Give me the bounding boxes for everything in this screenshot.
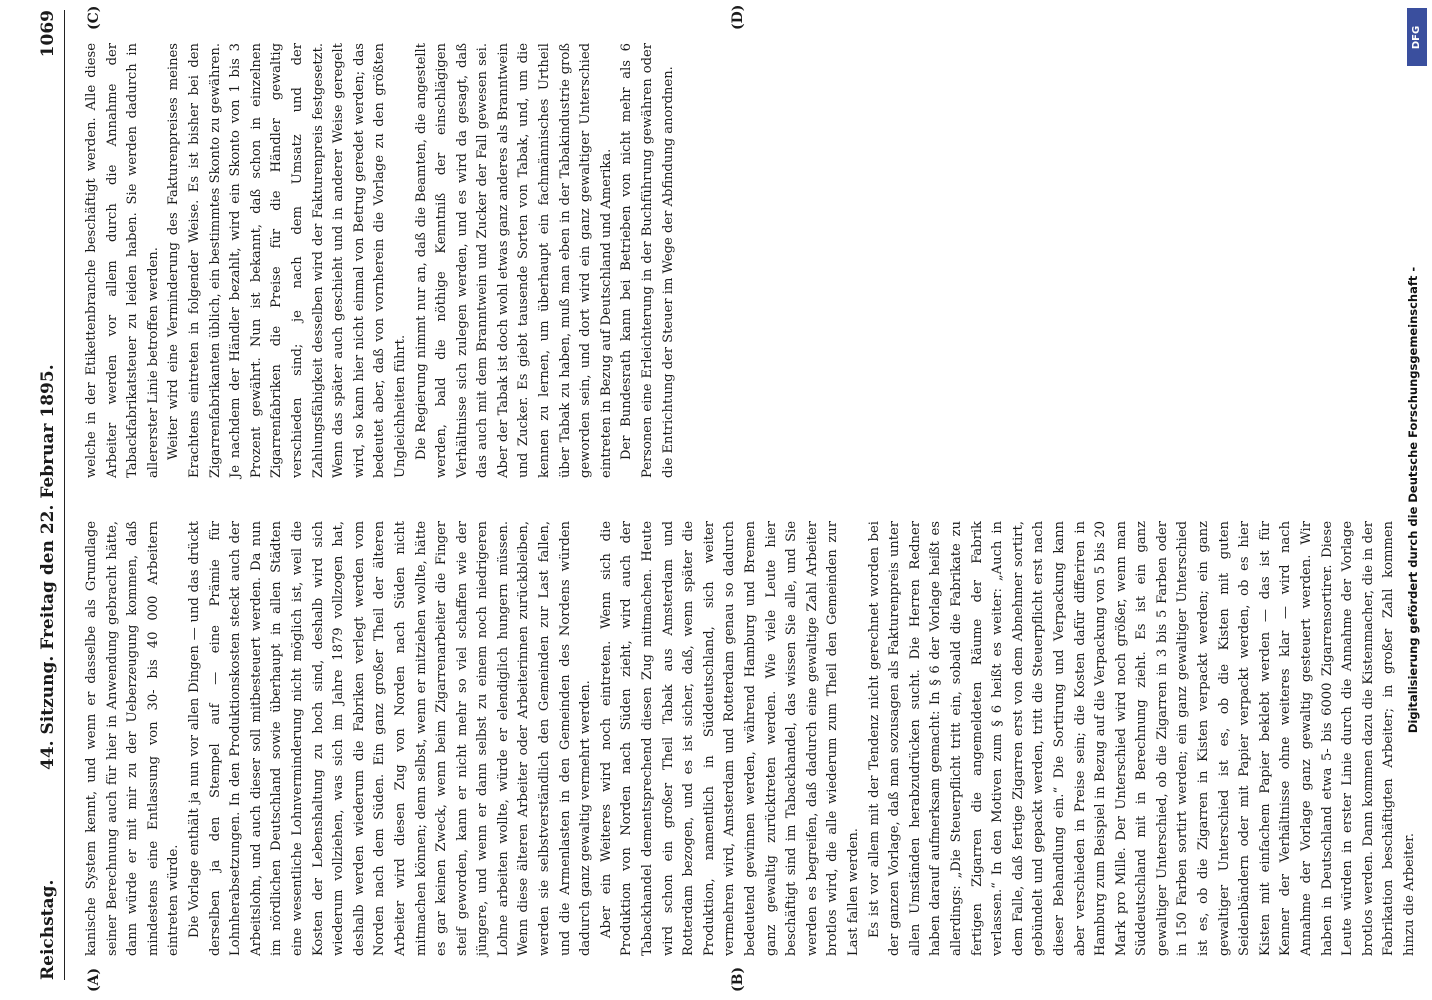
paragraph: Es ist vor allem mit der Tendenz nicht gerechnet worden bei der ganzen Vorlage, daß man sozusagen als Fakturenpreis unter allen Umständen herabzudrücken sucht. Die Herren Redner haben darauf aufmerksam gemacht: In § 6 der Vorlage heißt es allerdings: „Die Steuerpflicht tritt ein, sobald die Fabrikate zu fertigen Zigarren die angemeldeten Räume der Fabrik verlassen.“ In den Motiven zum § 6 heißt es weiter: „Auch in dem Falle, daß fertige Zigarren erst von dem Abnehmer sortirt, gebündelt und gepackt werden, tritt die Steuerpflicht erst nach dieser Behandlung ein.“ Die Sortirung und Verpackung kann aber verschieden in Preise sein; die Kosten dafür differiren in Hamburg zum Beispiel in Bezug auf die Verpackung von 5 bis 20 Mark pro Mille. Der Unterschied wird noch größer, wenn man Süddeutschland mit in Berechnung zieht. Es ist ein ganz gewaltiger Unterschied, ob die Zigarren in 3 bis 5 Farben oder in 150 Farben sortirt werden; ein ganz gewaltiger Unterschied ist es, ob die Zigarren in Kisten verpackt werden; ein ganz gewaltiger Unterschied ist es, ob die Kisten mit guten Seidenbändern oder mit Papier verpackt werden, ob es hier Kisten mit einfachem Papier beklebt werden — das ist für Kenner der Verhältnisse ohne weiteres klar — wird nach Annahme der Vorlage ganz gewaltig gesteuert werden. Wir haben in Deutschland etwa 5- bis 6000 Zigarrensortirer. Diese Leute würden in erster Linie durch die Annahme der Vorlage brotlos werden. Dann kommen dazu die Kistenmacher, die in der Fabrikation beschäftigten Arbeiter; in großer Zahl kommen hinzu die Arbeiter. bbox=[866, 521, 1417, 956]
margin-mark-c: (C) bbox=[86, 5, 102, 30]
running-header bbox=[22, 10, 65, 980]
paragraph: Der Bundesrath kann bei Betrieben von nicht mehr als 6 Personen eine Erleichterung in der Buchführung gewähren oder die Entrichtung der Steuer im Wege der Abfindung anordnen. bbox=[619, 43, 676, 478]
margin-mark-d: (D) bbox=[730, 4, 746, 30]
paragraph: Die Regierung nimmt nur an, daß die Beamten, die angestellt werden, bald die nöthige Kenntniß der einschlägigen Verhältnisse sich zulegen werden, und es wird da gesagt, daß das auch mit dem Branntwein und Zucker der Fall gewesen sei. Aber der Tabak ist doch wohl etwas ganz anderes als Branntwein und Zucker. Es giebt tausende Sorten von Tabak, und, um die kennen zu lernen, um überhaupt ein fachmännisches Urtheil über Tabak zu haben, muß man eben in der Tabakindustrie groß geworden sein, und dort wird ein ganz gewaltiger Unterschied eintreten in Bezug auf Deutschland und Amerika. bbox=[413, 43, 614, 478]
right-column bbox=[82, 43, 1372, 478]
header-center: 44. Sitzung. Freitag den 22. Februar 1895. bbox=[38, 364, 58, 770]
left-column bbox=[82, 521, 1417, 956]
paragraph: welche in der Etikettenbranche beschäftigt werden. Alle diese Arbeiter werden vor allem durch die Annahme der Tabackfabrikatsteuer zu leiden haben. Sie werden dadurch in allererster Linie betroffen werden. bbox=[84, 43, 161, 478]
header-left: Reichstag. bbox=[38, 879, 58, 980]
paragraph: Weiter wird eine Verminderung des Fakturenpreises meines Erachtens eintreten in folgender Weise. Es ist bisher bei den Zigarrenfabrikanten üblich, ein bestimmtes Skonto zu gewähren. Je nachdem der Händler bezahlt, wird ein Skonto von 1 bis 3 Prozent gewährt. Nun ist bekannt, daß schon in einzelnen Zigarrenfabriken die Preise für die Händler gewaltig verschieden sind; je nach dem Umsatz und der Zahlungsfähigkeit desselben wird der Fakturenpreis festgesetzt. Wenn das später auch geschieht und in anderer Weise geregelt wird, so kann hier nicht einmal von Betrug geredet werden; das bedeutet aber, daß von vornherein die Vorlage zu den größten Ungleichheiten führt. bbox=[166, 43, 408, 478]
margin-mark-b: (B) bbox=[730, 966, 746, 992]
digitization-credit: Digitalisierung gefördert durch die Deutsche Forschungsgemeinschaft - bbox=[1406, 266, 1420, 734]
digitization-sidebar bbox=[1406, 8, 1428, 992]
paragraph: Die Vorlage enthält ja nun vor allen Dingen — und das drückt derselben ja den Stempel auf — eine Prämie für Lohnherabsetzungen. In den Produktionskosten steckt auch der Arbeitslohn, und auch dieser soll mitbesteuert werden. Da nun im nördlichen Deutschland sowie überhaupt in allen Städten eine wesentliche Lohnverminderung nicht möglich ist, weil die Kosten der Lebenshaltung zu hoch sind, deshalb wird sich wiederum vollziehen, was sich im Jahre 1879 vollzogen hat, deshalb werden wiederum die Fabriken verlegt werden vom Norden nach dem Süden. Ein ganz großer Theil der älteren Arbeiter wird diesen Zug von Norden nach Süden nicht mitmachen können; denn selbst, wenn er mitziehen wollte, hätte es gar keinen Zweck, wenn beim Zigarrenarbeiter die Finger steif geworden, kann er nicht mehr so viel schaffen wie der jüngere, und wenn er dann selbst zu einem noch niedrigeren Lohne arbeiten wollte, würde er elendiglich hungern müssen. Wenn diese älteren Arbeiter oder Arbeiterinnen zurückbleiben, werden sie selbstverständlich den Gemeinden zur Last fallen, und die Armenlasten in den Gemeinden des Nordens würden dadurch ganz gewaltig vermehrt werden. bbox=[186, 521, 594, 956]
dfg-logo: DFG bbox=[1407, 8, 1427, 66]
paragraph: Aber ein Weiteres wird noch eintreten. Wenn sich die Produktion von Norden nach Süden zieht, wird auch der Tabackhandel dementsprechend diesen Zug mitmachen. Heute wird schon ein großer Theil Tabak aus Amsterdam und Rotterdam bezogen, und es ist sicher, daß, wenn später die Produktion, namentlich in Süddeutschland, sich weiter vermehren wird, Amsterdam und Rotterdam genau so dadurch bedeutend gewinnen werden, während Hamburg und Bremen ganz gewaltig zurücktreten werden. Wie viele Leute hier beschäftigt sind im Tabackhandel, das wissen Sie alle, und Sie werden es begreifen, daß dadurch eine gewaltige Zahl Arbeiter brotlos wird, die alle wiederum zum Theil den Gemeinden zur Last fallen werden. bbox=[598, 521, 861, 956]
paragraph: kanische System kennt, und wenn er dasselbe als Grundlage seiner Berechnung auch für hier in Anwendung gebracht hätte, dann würde er mit mir zu der Ueberzeugung kommen, daß mindestens eine Entlassung von 30- bis 40 000 Arbeitern eintreten würde. bbox=[84, 521, 182, 956]
margin-mark-a: (A) bbox=[86, 967, 102, 992]
page-number: 1069 bbox=[38, 10, 58, 58]
